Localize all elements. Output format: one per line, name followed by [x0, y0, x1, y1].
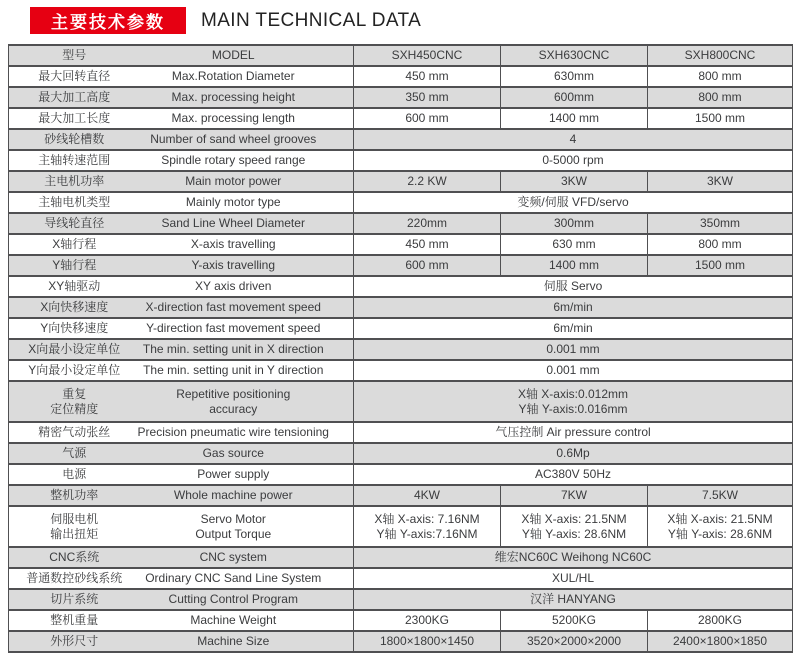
spec-table	[8, 44, 793, 653]
param-value	[501, 631, 648, 652]
cell-line: X-direction fast movement speed	[145, 300, 321, 314]
param-name-en	[129, 547, 354, 568]
param-name-cn	[9, 171, 129, 192]
param-value	[648, 506, 793, 547]
param-name-cn	[9, 631, 129, 652]
param-name-en	[129, 171, 354, 192]
param-value-all-models	[354, 464, 793, 485]
cell-line: 350mm	[699, 216, 740, 230]
cell-line: CNC system	[199, 550, 267, 564]
cell-line: 最大加工长度	[38, 111, 111, 125]
cell-line: 输出扭矩	[50, 526, 99, 541]
param-value-all-models	[354, 589, 793, 610]
cell-line: 3KW	[560, 174, 587, 188]
cell-line: AC380V 50Hz	[534, 467, 612, 481]
table-row	[9, 297, 793, 318]
param-value	[648, 66, 793, 87]
param-name-cn	[9, 213, 129, 234]
param-name-cn	[9, 150, 129, 171]
table-row	[9, 589, 793, 610]
param-name-cn	[9, 360, 129, 381]
cell-line: Max.Rotation Diameter	[171, 69, 295, 83]
cell-line: Main motor power	[185, 174, 282, 188]
cell-line: Servo Motor	[200, 511, 266, 526]
cell-line: X-axis travelling	[190, 237, 276, 251]
table-row	[9, 255, 793, 276]
cell-line: XY axis driven	[195, 279, 272, 293]
cell-line: Mainly motor type	[185, 195, 281, 209]
cell-line: 1500 mm	[694, 111, 746, 125]
cell-line: 汉洋 HANYANG	[530, 592, 616, 606]
param-value-all-models	[354, 422, 793, 443]
cell-line: 最大回转直径	[38, 69, 111, 83]
param-name-cn	[9, 318, 129, 339]
param-name-cn	[9, 129, 129, 150]
param-name-cn	[9, 547, 129, 568]
param-name-en	[129, 318, 354, 339]
table-row	[9, 381, 793, 422]
cell-line: 伺服电机	[50, 511, 99, 526]
param-value-all-models	[354, 443, 793, 464]
cell-line: Y轴 Y-axis:0.016mm	[518, 401, 628, 416]
cell-line: 630mm	[553, 69, 594, 83]
cell-line: 4	[569, 132, 577, 146]
param-name-cn	[9, 381, 129, 422]
param-name-en	[129, 381, 354, 422]
param-value	[354, 485, 501, 506]
param-name-cn	[9, 192, 129, 213]
cell-line: 整机重量	[50, 613, 99, 627]
param-value	[354, 610, 501, 631]
cell-line: Power supply	[197, 467, 270, 481]
param-value	[648, 631, 793, 652]
param-name-cn	[9, 610, 129, 631]
table-row	[9, 192, 793, 213]
param-value-all-models	[354, 297, 793, 318]
param-name-en	[129, 87, 354, 108]
table-row	[9, 610, 793, 631]
cell-line: Y轴 Y-axis:7.16NM	[376, 526, 478, 541]
table-row	[9, 213, 793, 234]
param-value	[354, 506, 501, 547]
param-value-all-models	[354, 129, 793, 150]
cell-line: Max. processing length	[171, 111, 295, 125]
cell-line: 切片系统	[50, 592, 99, 606]
param-name-cn	[9, 568, 129, 589]
param-name-cn	[9, 234, 129, 255]
cell-line: 5200KG	[551, 613, 597, 627]
table-row	[9, 234, 793, 255]
param-name-en	[129, 589, 354, 610]
cell-line: accuracy	[209, 401, 258, 416]
table-row	[9, 66, 793, 87]
param-value-all-models	[354, 360, 793, 381]
param-value	[354, 631, 501, 652]
spec-table-body	[9, 66, 793, 652]
table-row	[9, 129, 793, 150]
table-row	[9, 506, 793, 547]
param-name-en	[129, 108, 354, 129]
cell-line: 普通数控砂线系统	[26, 571, 123, 585]
param-value	[354, 213, 501, 234]
cell-line: Y轴 Y-axis: 28.6NM	[667, 526, 773, 541]
param-name-cn	[9, 422, 129, 443]
cell-line: Y-direction fast movement speed	[146, 321, 321, 335]
title-badge-cn	[30, 7, 186, 34]
table-row	[9, 276, 793, 297]
param-value	[501, 234, 648, 255]
param-name-en	[129, 150, 354, 171]
cell-line: 7KW	[560, 488, 587, 502]
param-value	[354, 255, 501, 276]
cell-line: 300mm	[553, 216, 594, 230]
param-name-cn	[9, 66, 129, 87]
param-value-all-models	[354, 547, 793, 568]
cell-line: 主轴电机类型	[38, 195, 111, 209]
cell-line: Number of sand wheel grooves	[150, 132, 317, 146]
cell-line: 2400×1800×1850	[672, 634, 768, 648]
cell-line: 砂线轮槽数	[44, 132, 105, 146]
cell-line: 350 mm	[405, 90, 449, 104]
param-value	[354, 171, 501, 192]
cell-line: Y-axis travelling	[191, 258, 276, 272]
cell-line: Output Torque	[195, 526, 272, 541]
cell-line: Y轴行程	[52, 258, 97, 272]
param-value	[354, 234, 501, 255]
param-value	[354, 66, 501, 87]
cell-line: Precision pneumatic wire tensioning	[137, 425, 329, 439]
param-name-en	[129, 66, 354, 87]
param-name-en	[129, 234, 354, 255]
cell-line: X轴 X-axis: 21.5NM	[521, 511, 627, 526]
param-value-all-models	[354, 318, 793, 339]
page-header	[0, 0, 800, 44]
param-value-all-models	[354, 276, 793, 297]
param-name-en	[129, 631, 354, 652]
param-name-cn	[9, 108, 129, 129]
param-name-en	[129, 610, 354, 631]
cell-line: X向最小设定单位	[28, 342, 121, 356]
cell-line: 精密气动张丝	[38, 425, 111, 439]
param-value	[648, 255, 793, 276]
cell-line: Cutting Control Program	[168, 592, 298, 606]
title-badge-text: 主要技术参数	[51, 13, 165, 32]
table-row	[9, 547, 793, 568]
cell-line: 800 mm	[698, 237, 742, 251]
cell-line: 2800KG	[697, 613, 743, 627]
cell-line: 600 mm	[405, 258, 449, 272]
cell-line: 2300KG	[404, 613, 450, 627]
cell-line: X轴行程	[52, 237, 97, 251]
cell-line: Machine Size	[197, 634, 270, 648]
cell-line: 0.6Mp	[556, 446, 590, 460]
cell-line: XUL/HL	[551, 571, 595, 585]
param-name-cn	[9, 87, 129, 108]
param-value-all-models	[354, 192, 793, 213]
param-name-cn	[9, 589, 129, 610]
param-value	[648, 171, 793, 192]
cell-line: 重复	[62, 386, 87, 401]
param-value	[648, 213, 793, 234]
param-name-en	[129, 129, 354, 150]
table-row	[9, 485, 793, 506]
cell-line: 维宏NC60C Weihong NC60C	[494, 550, 652, 564]
column-header-model: SXH800CNC	[648, 45, 793, 66]
param-value	[501, 108, 648, 129]
cell-line: 220mm	[406, 216, 447, 230]
cell-line: 2.2 KW	[407, 174, 447, 188]
table-row	[9, 631, 793, 652]
param-name-cn	[9, 443, 129, 464]
cell-line: 伺服 Servo	[543, 279, 603, 293]
cell-line: 最大加工高度	[38, 90, 111, 104]
cell-line: Ordinary CNC Sand Line System	[145, 571, 322, 585]
param-name-cn	[9, 485, 129, 506]
cell-line: The min. setting unit in X direction	[142, 342, 324, 356]
cell-line: 800 mm	[698, 90, 742, 104]
cell-line: 1500 mm	[694, 258, 746, 272]
cell-line: Repetitive positioning	[176, 386, 291, 401]
param-name-cn	[9, 255, 129, 276]
param-name-en	[129, 506, 354, 547]
param-name-en	[129, 422, 354, 443]
cell-line: 600 mm	[405, 111, 449, 125]
cell-line: 1800×1800×1450	[379, 634, 475, 648]
param-value	[648, 610, 793, 631]
table-row	[9, 422, 793, 443]
param-value	[648, 485, 793, 506]
param-name-cn	[9, 276, 129, 297]
cell-line: 800 mm	[698, 69, 742, 83]
cell-line: X轴 X-axis:0.012mm	[517, 386, 629, 401]
cell-line: 外形尺寸	[50, 634, 99, 648]
param-value-all-models	[354, 381, 793, 422]
cell-line: 气压控制 Air pressure control	[495, 425, 651, 439]
param-value	[354, 108, 501, 129]
param-name-en	[129, 339, 354, 360]
param-value-all-models	[354, 150, 793, 171]
cell-line: Sand Line Wheel Diameter	[161, 216, 305, 230]
cell-line: X轴 X-axis: 21.5NM	[667, 511, 773, 526]
page-title: MAIN TECHNICAL DATA	[201, 10, 422, 31]
cell-line: 0.001 mm	[546, 363, 600, 377]
param-name-en	[129, 485, 354, 506]
cell-line: 1400 mm	[548, 111, 600, 125]
param-name-en	[129, 297, 354, 318]
param-name-en	[129, 360, 354, 381]
cell-line: 600mm	[553, 90, 594, 104]
param-value-all-models	[354, 568, 793, 589]
cell-line: 主轴转速范围	[38, 153, 111, 167]
param-value	[501, 506, 648, 547]
table-row	[9, 150, 793, 171]
cell-line: Y向快移速度	[40, 321, 109, 335]
cell-line: CNC系统	[49, 550, 100, 564]
param-value	[501, 171, 648, 192]
table-row	[9, 568, 793, 589]
cell-line: Y向最小设定单位	[28, 363, 121, 377]
param-name-en	[129, 276, 354, 297]
cell-line: 4KW	[413, 488, 440, 502]
cell-line: 3520×2000×2000	[526, 634, 622, 648]
column-header-cn: 型号	[9, 45, 129, 66]
param-value	[648, 87, 793, 108]
param-value-all-models	[354, 339, 793, 360]
param-value	[648, 234, 793, 255]
cell-line: Machine Weight	[190, 613, 277, 627]
param-value	[501, 66, 648, 87]
param-name-cn	[9, 339, 129, 360]
column-header-model: SXH630CNC	[501, 45, 648, 66]
param-name-en	[129, 255, 354, 276]
cell-line: 变频/伺服 VFD/servo	[517, 195, 629, 209]
cell-line: Max. processing height	[171, 90, 295, 104]
cell-line: 定位精度	[50, 401, 99, 416]
param-value	[501, 485, 648, 506]
cell-line: 电源	[62, 467, 87, 481]
cell-line: 0-5000 rpm	[542, 153, 604, 167]
cell-line: 6m/min	[553, 300, 593, 314]
param-value	[501, 213, 648, 234]
table-row	[9, 87, 793, 108]
column-header-en: MODEL	[129, 45, 354, 66]
cell-line: 主电机功率	[44, 174, 105, 188]
cell-line: Gas source	[202, 446, 264, 460]
param-name-cn	[9, 506, 129, 547]
column-header-model: SXH450CNC	[354, 45, 501, 66]
param-value	[501, 87, 648, 108]
cell-line: The min. setting unit in Y direction	[143, 363, 324, 377]
cell-line: 整机功率	[50, 488, 99, 502]
table-row	[9, 171, 793, 192]
cell-line: XY轴驱动	[48, 279, 101, 293]
cell-line: Whole machine power	[173, 488, 293, 502]
param-name-cn	[9, 297, 129, 318]
param-name-en	[129, 443, 354, 464]
param-name-en	[129, 192, 354, 213]
cell-line: 6m/min	[553, 321, 593, 335]
cell-line: Y轴 Y-axis: 28.6NM	[521, 526, 627, 541]
param-value	[501, 610, 648, 631]
cell-line: 3KW	[706, 174, 733, 188]
cell-line: Spindle rotary speed range	[161, 153, 306, 167]
param-name-cn	[9, 464, 129, 485]
table-header-row	[9, 45, 793, 66]
param-name-en	[129, 213, 354, 234]
table-row	[9, 318, 793, 339]
cell-line: 450 mm	[405, 237, 449, 251]
cell-line: X轴 X-axis: 7.16NM	[374, 511, 480, 526]
param-value	[501, 255, 648, 276]
cell-line: 1400 mm	[548, 258, 600, 272]
table-row	[9, 464, 793, 485]
table-row	[9, 339, 793, 360]
table-row	[9, 360, 793, 381]
cell-line: 450 mm	[405, 69, 449, 83]
param-name-en	[129, 464, 354, 485]
table-row	[9, 108, 793, 129]
cell-line: 630 mm	[552, 237, 596, 251]
param-value	[354, 87, 501, 108]
cell-line: 气源	[62, 446, 87, 460]
cell-line: 导线轮直径	[44, 216, 105, 230]
table-row	[9, 443, 793, 464]
param-name-en	[129, 568, 354, 589]
cell-line: 0.001 mm	[546, 342, 600, 356]
param-value	[648, 108, 793, 129]
cell-line: X向快移速度	[40, 300, 109, 314]
cell-line: 7.5KW	[701, 488, 738, 502]
